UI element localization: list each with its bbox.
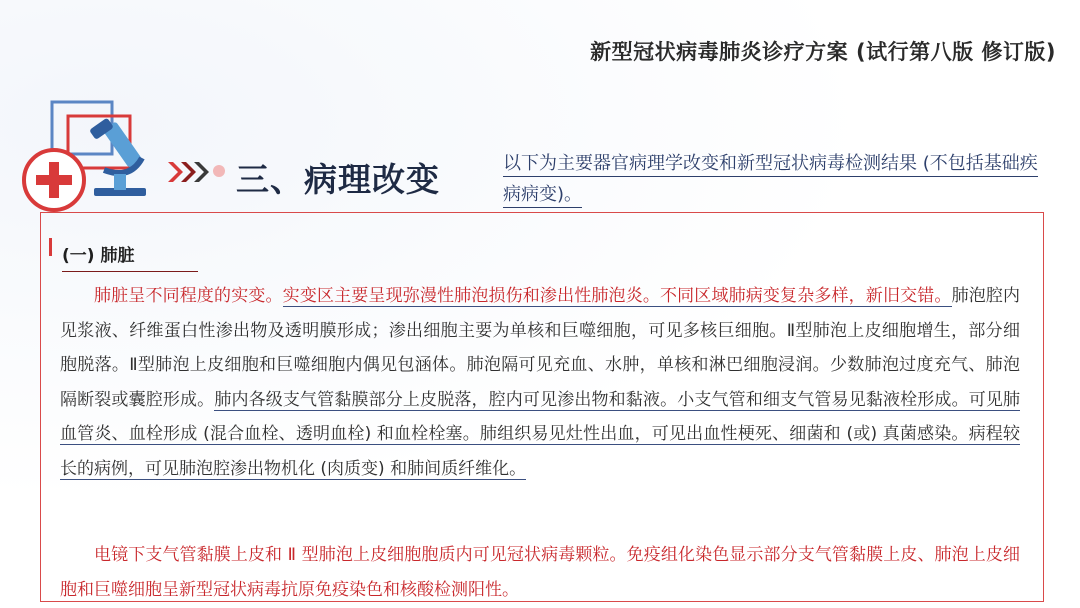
chevron-right-triple-icon <box>166 160 216 184</box>
microscope-medical-cross-icon <box>20 98 170 218</box>
paragraph-electron-microscope <box>60 538 1020 607</box>
document-title: 新型冠状病毒肺炎诊疗方案 (试行第八版 修订版) <box>590 40 1056 64</box>
text-red-2: 实变区主要呈现弥漫性肺泡损伤和渗出性肺泡炎。不同区域肺病变复杂多样，新旧交错。 <box>282 286 952 306</box>
bullet-dot-icon <box>213 165 225 177</box>
subsection-heading: (一) 肺脏 <box>62 241 198 272</box>
heading-marker <box>49 238 52 256</box>
section-intro <box>503 148 1043 210</box>
text-underlined: 肺内各级支气管黏膜部分上皮脱落，腔内可见渗出物和黏液。小支气管和细支气管易见黏液栓形成。可见肺血管炎、血栓形成 (混合血栓、透明血栓) 和血栓栓塞。肺组织易见灶性出血，可见出血性梗死、细菌和 (或) 真菌感染。病程较长的病例，可见肺泡腔渗出物机化 (肉质变) 和肺间质纤维化。 <box>60 389 1021 479</box>
text-red-em: 电镜下支气管黏膜上皮和 Ⅱ 型肺泡上皮细胞胞质内可见冠状病毒颗粒。免疫组化染色显示部分支气管黏膜上皮、肺泡上皮细胞和巨噬细胞呈新型冠状病毒抗原免疫染色和核酸检测阳性。 <box>60 545 1020 600</box>
intro-text: 以下为主要器官病理学改变和新型冠状病毒检测结果 (不包括基础疾病病变)。 <box>503 153 1038 208</box>
text-normal-1: 肺泡腔内见浆液、纤维蛋白性渗出物及透明膜形成；渗出细胞主要为单核和巨噬细胞，可见多核巨细胞。Ⅱ型肺泡上皮细胞增生，部分细胞脱落。Ⅱ型肺泡上皮细胞和巨噬细胞内偶见包涵体。肺泡隔可见充血、水肿，单核和淋巴细胞浸润。少数肺泡过度充气、肺泡隔断裂或囊腔形成。 <box>60 286 1021 410</box>
section-title: 三、病理改变 <box>236 160 440 199</box>
paragraph-lung <box>60 279 1020 486</box>
text-red-1: 肺脏呈不同程度的实变。 <box>94 286 283 306</box>
